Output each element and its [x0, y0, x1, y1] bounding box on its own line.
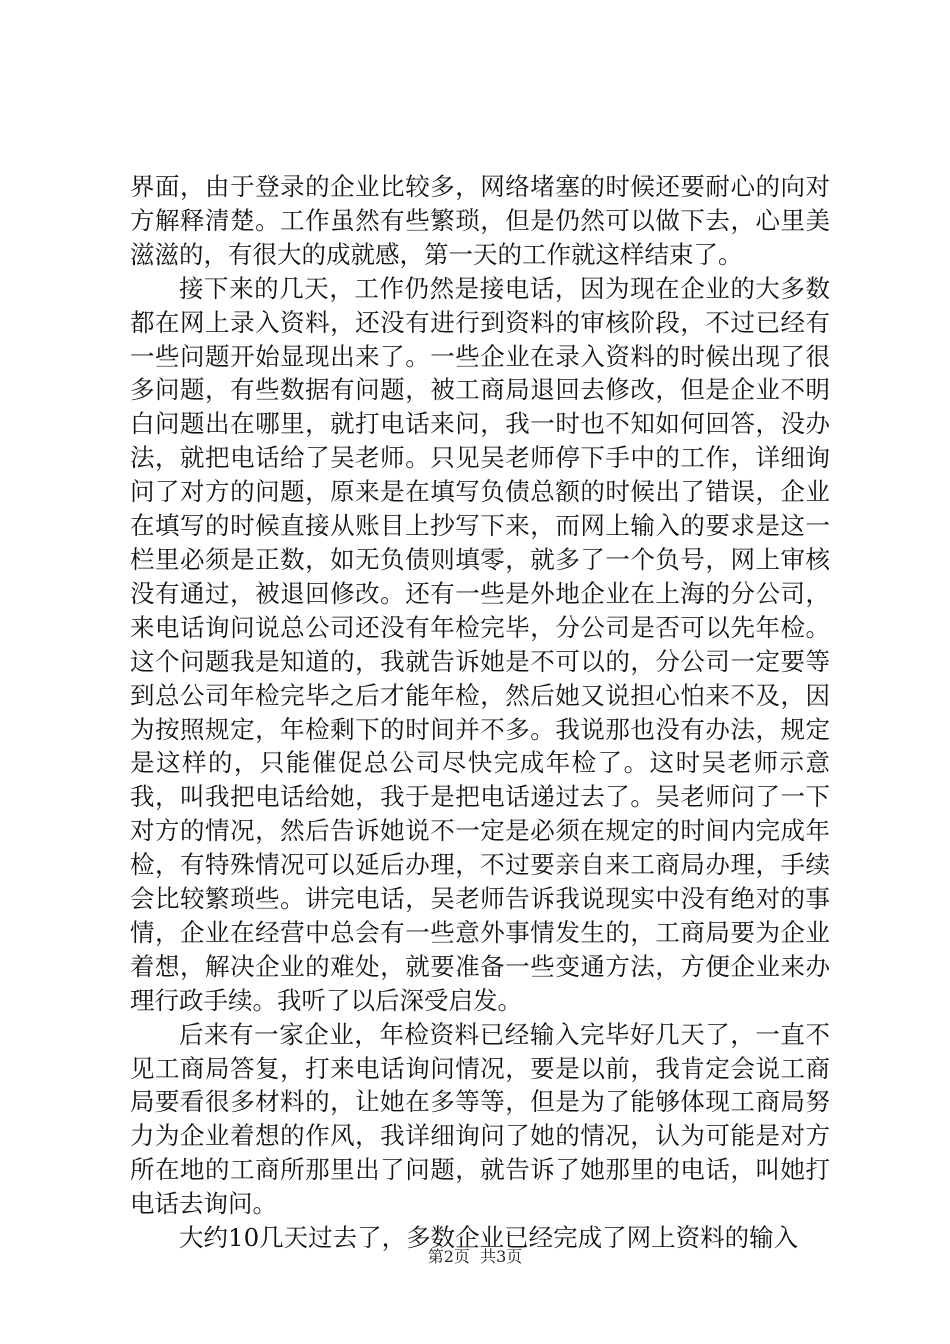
- body-text: [130, 170, 830, 1255]
- paragraph: 界面，由于登录的企业比较多，网络堵塞的时候还要耐心的向对方解释清楚。工作虽然有些繁琐，但是仍然可以做下去，心里美滋滋的，有很大的成就感，第一天的工作就这样结束了。: [130, 172, 830, 269]
- paragraph: 接下来的几天，工作仍然是接电话，因为现在企业的大多数都在网上录入资料，还没有进行到资料的审核阶段，不过已经有一些问题开始显现出来了。一些企业在录入资料的时候出现了很多问题，有些数据有问题，被工商局退回去修改，但是企业不明白问题出在哪里，就打电话来问，我一时也不知如何回答，没办法，就把电话给了吴老师。只见吴老师停下手中的工作，详细询问了对方的问题，原来是在填写负债总额的时候出了错误，企业在填写的时候直接从账目上抄写下来，而网上输入的要求是这一栏里必须是正数，如无负债则填零，就多了一个负号，网上审核没有通过，被退回修改。还有一些是外地企业在上海的分公司，来电话询问说总公司还没有年检完毕，分公司是否可以先年检。这个问题我是知道的，我就告诉她是不可以的，分公司一定要等到总公司年检完毕之后才能年检，然后她又说担心怕来不及，因为按照规定，年检剩下的时间并不多。我说那也没有办法，规定是这样的，只能催促总公司尽快完成年检了。这时吴老师示意我，叫我把电话给她，我于是把电话递过去了。吴老师问了一下对方的情况，然后告诉她说不一定是必须在规定的时间内完成年检，有特殊情况可以延后办理，不过要亲自来工商局办理，手续会比较繁琐些。讲完电话，吴老师告诉我说现实中没有绝对的事情，企业在经营中总会有一些意外事情发生的，工商局要为企业着想，解决企业的难处，就要准备一些变通方法，方便企业来办理行政手续。我听了以后深受启发。: [130, 273, 830, 1015]
- paragraph: 后来有一家企业，年检资料已经输入完毕好几天了，一直不见工商局答复，打来电话询问情况，要是以前，我肯定会说工商局要看很多材料的，让她在多等等，但是为了能够体现工商局努力为企业着想的作风，我详细询问了她的情况，认为可能是对方所在地的工商所那里出了问题，就告诉了她那里的电话，叫她打电话去询问。: [130, 1019, 830, 1219]
- page-number-footer: 第2页 共3页: [427, 1247, 523, 1266]
- paragraph: 大约10几天过去了，多数企业已经完成了网上资料的输入: [179, 1223, 799, 1253]
